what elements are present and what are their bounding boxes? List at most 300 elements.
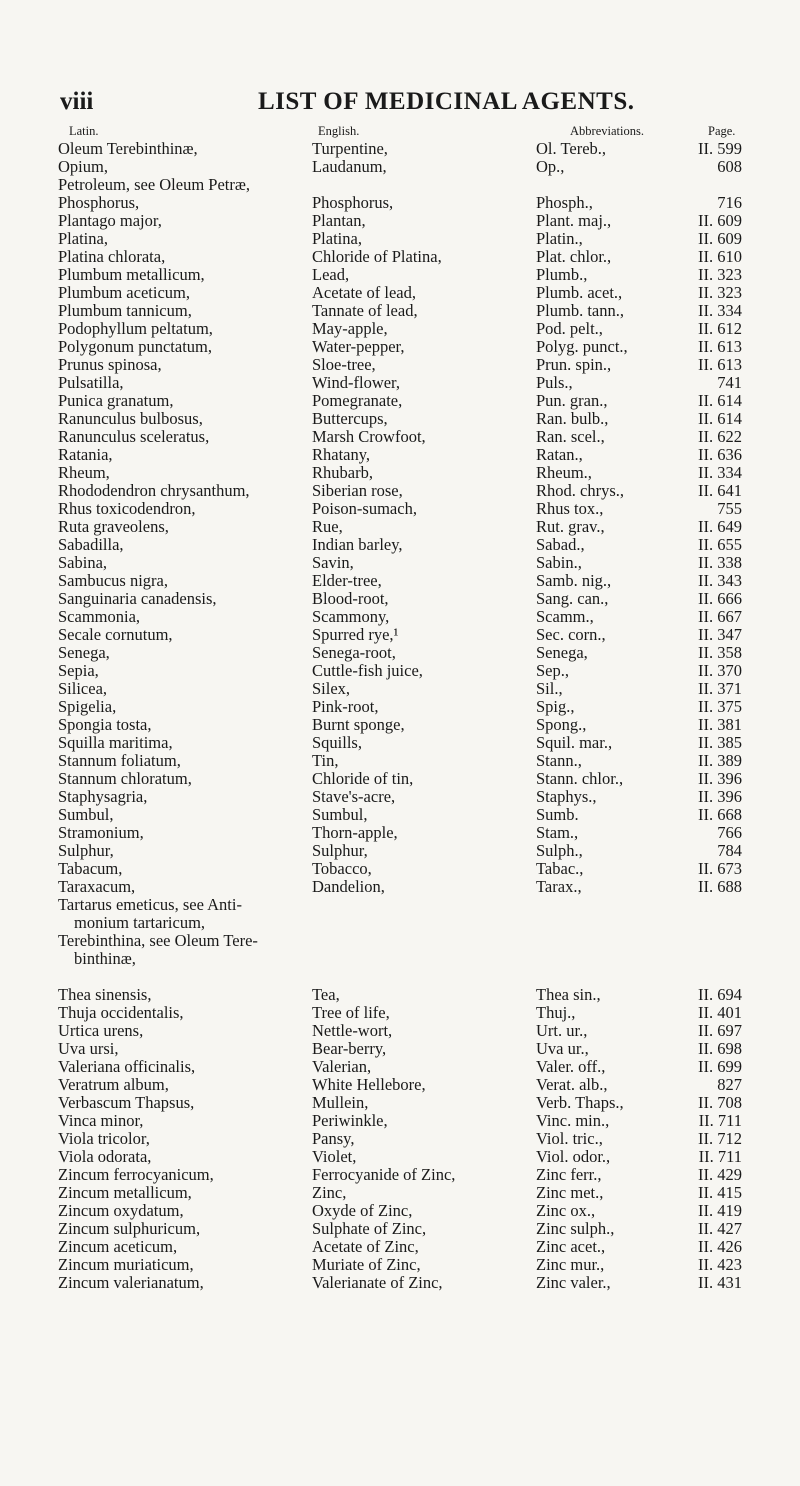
table-row bbox=[0, 644, 800, 662]
table-row bbox=[0, 572, 800, 590]
latin-name: Secale cornutum, bbox=[58, 625, 173, 644]
table-row bbox=[0, 896, 800, 914]
abbreviation: Puls., bbox=[536, 373, 573, 392]
table-row bbox=[0, 428, 800, 446]
latin-name: Plumbum tannicum, bbox=[58, 301, 192, 320]
abbreviation: Stam., bbox=[536, 823, 579, 842]
page-reference: II. 711 bbox=[698, 1111, 742, 1130]
table-row bbox=[0, 662, 800, 680]
latin-name: Stramonium, bbox=[58, 823, 144, 842]
english-name: Lead, bbox=[312, 265, 350, 284]
table-row bbox=[0, 950, 800, 968]
table-row bbox=[0, 374, 800, 392]
table-row bbox=[0, 392, 800, 410]
abbreviation: Plumb. acet., bbox=[536, 283, 623, 302]
english-name: Ferrocyanide of Zinc, bbox=[312, 1165, 456, 1184]
page-reference: II. 334 bbox=[698, 301, 742, 320]
english-name: Sulphate of Zinc, bbox=[312, 1219, 427, 1238]
english-name: Sulphur, bbox=[312, 841, 368, 860]
page-reference: II. 712 bbox=[698, 1129, 742, 1148]
table-row bbox=[0, 806, 800, 824]
table-row bbox=[0, 788, 800, 806]
page-reference: 741 bbox=[717, 373, 742, 392]
abbreviation: Op., bbox=[536, 157, 565, 176]
page-reference: II. 358 bbox=[698, 643, 742, 662]
table-row bbox=[0, 176, 800, 194]
english-name: Acetate of Zinc, bbox=[312, 1237, 419, 1256]
latin-name: Zincum aceticum, bbox=[58, 1237, 178, 1256]
english-name: Periwinkle, bbox=[312, 1111, 388, 1130]
abbreviation: Samb. nig., bbox=[536, 571, 612, 590]
latin-name: Thea sinensis, bbox=[58, 985, 152, 1004]
table-row bbox=[0, 140, 800, 158]
abbreviation: Urt. ur., bbox=[536, 1021, 588, 1040]
page-reference: II. 711 bbox=[698, 1147, 742, 1166]
latin-name: Polygonum punctatum, bbox=[58, 337, 212, 356]
table-row bbox=[0, 1094, 800, 1112]
abbreviation: Tarax., bbox=[536, 877, 582, 896]
page-reference: II. 338 bbox=[698, 553, 742, 572]
latin-name: Sabadilla, bbox=[58, 535, 124, 554]
latin-name: Plumbum metallicum, bbox=[58, 265, 205, 284]
english-name: Oxyde of Zinc, bbox=[312, 1201, 413, 1220]
latin-name: Opium, bbox=[58, 157, 108, 176]
abbreviation: Spong., bbox=[536, 715, 587, 734]
page-reference: II. 698 bbox=[698, 1039, 742, 1058]
abbreviation: Thea sin., bbox=[536, 985, 601, 1004]
latin-name: Rhus toxicodendron, bbox=[58, 499, 196, 518]
abbreviation: Sulph., bbox=[536, 841, 583, 860]
english-name: Turpentine, bbox=[312, 139, 388, 158]
abbreviation: Viol. tric., bbox=[536, 1129, 603, 1148]
abbreviation: Squil. mar., bbox=[536, 733, 613, 752]
table-row bbox=[0, 752, 800, 770]
latin-name: Zincum valerianatum, bbox=[58, 1273, 204, 1292]
page-reference: II. 370 bbox=[698, 661, 742, 680]
table-row bbox=[0, 1058, 800, 1076]
table-row bbox=[0, 194, 800, 212]
table-row bbox=[0, 878, 800, 896]
english-name: Laudanum, bbox=[312, 157, 387, 176]
page-reference: II. 371 bbox=[698, 679, 742, 698]
page-reference: II. 614 bbox=[698, 409, 742, 428]
page-reference: II. 613 bbox=[698, 355, 742, 374]
table-row bbox=[0, 266, 800, 284]
page-reference: II. 415 bbox=[698, 1183, 742, 1202]
table-row bbox=[0, 518, 800, 536]
column-header-english: English. bbox=[318, 124, 360, 138]
table-row bbox=[0, 284, 800, 302]
page-reference: II. 708 bbox=[698, 1093, 742, 1112]
abbreviation: Prun. spin., bbox=[536, 355, 612, 374]
english-name: Rue, bbox=[312, 517, 343, 536]
page-reference: II. 375 bbox=[698, 697, 742, 716]
abbreviation: Sang. can., bbox=[536, 589, 609, 608]
latin-name: Valeriana officinalis, bbox=[58, 1057, 196, 1076]
abbreviation: Tabac., bbox=[536, 859, 584, 878]
abbreviation: Stann., bbox=[536, 751, 582, 770]
abbreviation: Polyg. punct., bbox=[536, 337, 628, 356]
page-reference: 784 bbox=[717, 841, 742, 860]
abbreviation: Ol. Tereb., bbox=[536, 139, 607, 158]
page-reference: II. 673 bbox=[698, 859, 742, 878]
column-header-latin: Latin. bbox=[69, 124, 99, 138]
table-row bbox=[0, 860, 800, 878]
latin-name: Spigelia, bbox=[58, 697, 117, 716]
page-reference: 766 bbox=[717, 823, 742, 842]
abbreviation: Stann. chlor., bbox=[536, 769, 624, 788]
english-name: Spurred rye,¹ bbox=[312, 625, 399, 644]
page-reference: II. 699 bbox=[698, 1057, 742, 1076]
agent-list bbox=[0, 140, 800, 1292]
page-reference: II. 343 bbox=[698, 571, 742, 590]
latin-name: Staphysagria, bbox=[58, 787, 148, 806]
latin-name: Plantago major, bbox=[58, 211, 162, 230]
table-row bbox=[0, 1220, 800, 1238]
latin-name: Zincum oxydatum, bbox=[58, 1201, 184, 1220]
latin-name: binthinæ, bbox=[74, 949, 136, 968]
english-name: Scammony, bbox=[312, 607, 390, 626]
latin-name: Petroleum, see Oleum Petræ, bbox=[58, 175, 251, 194]
page-reference: II. 688 bbox=[698, 877, 742, 896]
latin-name: Tabacum, bbox=[58, 859, 123, 878]
page-reference: II. 610 bbox=[698, 247, 742, 266]
abbreviation: Zinc sulph., bbox=[536, 1219, 615, 1238]
page-reference: II. 622 bbox=[698, 427, 742, 446]
english-name: Savin, bbox=[312, 553, 354, 572]
latin-name: Sambucus nigra, bbox=[58, 571, 168, 590]
english-name: Chloride of tin, bbox=[312, 769, 414, 788]
latin-name: Tartarus emeticus, see Anti- bbox=[58, 895, 242, 914]
abbreviation: Staphys., bbox=[536, 787, 597, 806]
latin-name: Rhododendron chrysanthum, bbox=[58, 481, 250, 500]
abbreviation: Viol. odor., bbox=[536, 1147, 611, 1166]
latin-name: Zincum sulphuricum, bbox=[58, 1219, 201, 1238]
table-row bbox=[0, 338, 800, 356]
latin-name: Platina, bbox=[58, 229, 108, 248]
latin-name: Punica granatum, bbox=[58, 391, 174, 410]
english-name: Violet, bbox=[312, 1147, 357, 1166]
page-reference: II. 609 bbox=[698, 229, 742, 248]
latin-name: Sulphur, bbox=[58, 841, 114, 860]
abbreviation: Thuj., bbox=[536, 1003, 576, 1022]
table-row bbox=[0, 554, 800, 572]
latin-name: Veratrum album, bbox=[58, 1075, 169, 1094]
page-reference: II. 381 bbox=[698, 715, 742, 734]
latin-name: Sabina, bbox=[58, 553, 108, 572]
abbreviation: Rhus tox., bbox=[536, 499, 604, 518]
abbreviation: Ran. scel., bbox=[536, 427, 605, 446]
page-reference: II. 347 bbox=[698, 625, 742, 644]
abbreviation: Zinc mur., bbox=[536, 1255, 605, 1274]
table-row bbox=[0, 248, 800, 266]
latin-name: Stannum foliatum, bbox=[58, 751, 181, 770]
latin-name: Urtica urens, bbox=[58, 1021, 144, 1040]
abbreviation: Plumb., bbox=[536, 265, 588, 284]
table-row bbox=[0, 1202, 800, 1220]
table-row bbox=[0, 608, 800, 626]
abbreviation: Valer. off., bbox=[536, 1057, 606, 1076]
page-reference: II. 423 bbox=[698, 1255, 742, 1274]
english-name: Indian barley, bbox=[312, 535, 403, 554]
latin-name: Platina chlorata, bbox=[58, 247, 166, 266]
english-name: Thorn-apple, bbox=[312, 823, 398, 842]
english-name: Water-pepper, bbox=[312, 337, 405, 356]
abbreviation: Ran. bulb., bbox=[536, 409, 609, 428]
page-number: viii bbox=[60, 88, 94, 115]
latin-name: Zincum ferrocyanicum, bbox=[58, 1165, 214, 1184]
english-name: Tin, bbox=[312, 751, 339, 770]
page-reference: II. 694 bbox=[698, 985, 742, 1004]
table-row bbox=[0, 410, 800, 428]
latin-name: Verbascum Thapsus, bbox=[58, 1093, 195, 1112]
page-reference: II. 641 bbox=[698, 481, 742, 500]
english-name: Tannate of lead, bbox=[312, 301, 418, 320]
latin-name: Viola odorata, bbox=[58, 1147, 152, 1166]
latin-name: Podophyllum peltatum, bbox=[58, 319, 213, 338]
page-reference: II. 599 bbox=[698, 139, 742, 158]
page-reference: II. 396 bbox=[698, 787, 742, 806]
latin-name: Sanguinaria canadensis, bbox=[58, 589, 217, 608]
table-row bbox=[0, 824, 800, 842]
page-reference: II. 667 bbox=[698, 607, 742, 626]
table-row bbox=[0, 1112, 800, 1130]
table-row bbox=[0, 1040, 800, 1058]
page-reference: 827 bbox=[717, 1075, 742, 1094]
abbreviation: Spig., bbox=[536, 697, 575, 716]
page-reference: II. 419 bbox=[698, 1201, 742, 1220]
english-name: Chloride of Platina, bbox=[312, 247, 442, 266]
table-row bbox=[0, 356, 800, 374]
abbreviation: Sep., bbox=[536, 661, 569, 680]
abbreviation: Pod. pelt., bbox=[536, 319, 603, 338]
english-name: Senega-root, bbox=[312, 643, 396, 662]
table-row bbox=[0, 986, 800, 1004]
table-row bbox=[0, 302, 800, 320]
english-name: Squills, bbox=[312, 733, 362, 752]
table-row bbox=[0, 1076, 800, 1094]
english-name: Tea, bbox=[312, 985, 340, 1004]
table-row bbox=[0, 626, 800, 644]
latin-name: Senega, bbox=[58, 643, 110, 662]
english-name: Rhatany, bbox=[312, 445, 371, 464]
page-reference: 755 bbox=[717, 499, 742, 518]
page-reference: II. 401 bbox=[698, 1003, 742, 1022]
latin-name: Zincum metallicum, bbox=[58, 1183, 192, 1202]
page-reference: II. 323 bbox=[698, 283, 742, 302]
abbreviation: Sabad., bbox=[536, 535, 585, 554]
english-name: Pansy, bbox=[312, 1129, 355, 1148]
latin-name: Taraxacum, bbox=[58, 877, 136, 896]
page-reference: II. 609 bbox=[698, 211, 742, 230]
latin-name: Scammonia, bbox=[58, 607, 141, 626]
abbreviation: Sabin., bbox=[536, 553, 582, 572]
english-name: Stave's-acre, bbox=[312, 787, 396, 806]
latin-name: monium tartaricum, bbox=[74, 913, 206, 932]
page-reference: II. 427 bbox=[698, 1219, 742, 1238]
abbreviation: Zinc ox., bbox=[536, 1201, 596, 1220]
abbreviation: Sil., bbox=[536, 679, 563, 698]
column-header-abbreviations: Abbreviations. bbox=[570, 124, 644, 138]
english-name: Elder-tree, bbox=[312, 571, 382, 590]
table-row bbox=[0, 464, 800, 482]
english-name: White Hellebore, bbox=[312, 1075, 426, 1094]
table-row bbox=[0, 734, 800, 752]
table-row bbox=[0, 1274, 800, 1292]
page-reference: II. 655 bbox=[698, 535, 742, 554]
latin-name: Terebinthina, see Oleum Tere- bbox=[58, 931, 258, 950]
abbreviation: Sumb. bbox=[536, 805, 579, 824]
english-name: Plantan, bbox=[312, 211, 366, 230]
page-reference: II. 612 bbox=[698, 319, 742, 338]
abbreviation: Platin., bbox=[536, 229, 583, 248]
table-row bbox=[0, 1004, 800, 1022]
page-reference: II. 396 bbox=[698, 769, 742, 788]
table-row bbox=[0, 590, 800, 608]
table-row bbox=[0, 1022, 800, 1040]
table-row bbox=[0, 536, 800, 554]
page-title: LIST OF MEDICINAL AGENTS. bbox=[258, 88, 635, 115]
table-row bbox=[0, 1166, 800, 1184]
latin-name: Ranunculus sceleratus, bbox=[58, 427, 210, 446]
english-name: Dandelion, bbox=[312, 877, 385, 896]
abbreviation: Senega, bbox=[536, 643, 588, 662]
page-reference: II. 614 bbox=[698, 391, 742, 410]
english-name: Wind-flower, bbox=[312, 373, 401, 392]
latin-name: Stannum chloratum, bbox=[58, 769, 192, 788]
english-name: Nettle-wort, bbox=[312, 1021, 393, 1040]
english-name: Rhubarb, bbox=[312, 463, 373, 482]
latin-name: Oleum Terebinthinæ, bbox=[58, 139, 198, 158]
english-name: Sloe-tree, bbox=[312, 355, 376, 374]
table-row bbox=[0, 1256, 800, 1274]
latin-name: Phosphorus, bbox=[58, 193, 140, 212]
table-row bbox=[0, 914, 800, 932]
abbreviation: Phosph., bbox=[536, 193, 593, 212]
abbreviation: Zinc valer., bbox=[536, 1273, 611, 1292]
english-name: Marsh Crowfoot, bbox=[312, 427, 426, 446]
page-reference: 716 bbox=[717, 193, 742, 212]
latin-name: Ratania, bbox=[58, 445, 113, 464]
page-reference: II. 649 bbox=[698, 517, 742, 536]
latin-name: Uva ursi, bbox=[58, 1039, 119, 1058]
english-name: Platina, bbox=[312, 229, 362, 248]
page-reference: II. 697 bbox=[698, 1021, 742, 1040]
page-reference: II. 429 bbox=[698, 1165, 742, 1184]
english-name: Acetate of lead, bbox=[312, 283, 416, 302]
table-row bbox=[0, 1130, 800, 1148]
table-row bbox=[0, 212, 800, 230]
english-name: Zinc, bbox=[312, 1183, 347, 1202]
english-name: Blood-root, bbox=[312, 589, 389, 608]
latin-name: Plumbum aceticum, bbox=[58, 283, 190, 302]
latin-name: Rheum, bbox=[58, 463, 110, 482]
column-header-page: Page. bbox=[708, 124, 736, 138]
page-reference: 608 bbox=[717, 157, 742, 176]
abbreviation: Plumb. tann., bbox=[536, 301, 625, 320]
abbreviation: Plant. maj., bbox=[536, 211, 612, 230]
english-name: Silex, bbox=[312, 679, 351, 698]
abbreviation: Verb. Thaps., bbox=[536, 1093, 624, 1112]
page-reference: II. 668 bbox=[698, 805, 742, 824]
abbreviation: Rhod. chrys., bbox=[536, 481, 624, 500]
row-spacer bbox=[0, 968, 800, 986]
latin-name: Silicea, bbox=[58, 679, 108, 698]
page-reference: II. 385 bbox=[698, 733, 742, 752]
english-name: Bear-berry, bbox=[312, 1039, 387, 1058]
table-row bbox=[0, 230, 800, 248]
page-reference: II. 323 bbox=[698, 265, 742, 284]
latin-name: Squilla maritima, bbox=[58, 733, 173, 752]
table-row bbox=[0, 320, 800, 338]
table-row bbox=[0, 680, 800, 698]
abbreviation: Rut. grav., bbox=[536, 517, 605, 536]
english-name: May-apple, bbox=[312, 319, 388, 338]
table-row bbox=[0, 716, 800, 734]
abbreviation: Zinc acet., bbox=[536, 1237, 606, 1256]
english-name: Sumbul, bbox=[312, 805, 368, 824]
latin-name: Viola tricolor, bbox=[58, 1129, 150, 1148]
latin-name: Vinca minor, bbox=[58, 1111, 144, 1130]
english-name: Cuttle-fish juice, bbox=[312, 661, 423, 680]
page-reference: II. 431 bbox=[698, 1273, 742, 1292]
latin-name: Sumbul, bbox=[58, 805, 114, 824]
latin-name: Sepia, bbox=[58, 661, 99, 680]
table-row bbox=[0, 1148, 800, 1166]
english-name: Burnt sponge, bbox=[312, 715, 405, 734]
abbreviation: Plat. chlor., bbox=[536, 247, 612, 266]
table-row bbox=[0, 446, 800, 464]
english-name: Siberian rose, bbox=[312, 481, 403, 500]
latin-name: Ruta graveolens, bbox=[58, 517, 169, 536]
abbreviation: Pun. gran., bbox=[536, 391, 608, 410]
table-row bbox=[0, 842, 800, 860]
table-row bbox=[0, 158, 800, 176]
abbreviation: Sec. corn., bbox=[536, 625, 606, 644]
latin-name: Zincum muriaticum, bbox=[58, 1255, 194, 1274]
abbreviation: Uva ur., bbox=[536, 1039, 589, 1058]
latin-name: Thuja occidentalis, bbox=[58, 1003, 184, 1022]
table-row bbox=[0, 770, 800, 788]
page-reference: II. 426 bbox=[698, 1237, 742, 1256]
english-name: Muriate of Zinc, bbox=[312, 1255, 421, 1274]
english-name: Tobacco, bbox=[312, 859, 372, 878]
page-reference: II. 636 bbox=[698, 445, 742, 464]
table-row bbox=[0, 932, 800, 950]
abbreviation: Scamm., bbox=[536, 607, 594, 626]
english-name: Valerianate of Zinc, bbox=[312, 1273, 443, 1292]
page-reference: II. 334 bbox=[698, 463, 742, 482]
english-name: Phosphorus, bbox=[312, 193, 394, 212]
abbreviation: Ratan., bbox=[536, 445, 583, 464]
table-row bbox=[0, 1238, 800, 1256]
latin-name: Prunus spinosa, bbox=[58, 355, 162, 374]
abbreviation: Verat. alb., bbox=[536, 1075, 608, 1094]
english-name: Pomegranate, bbox=[312, 391, 403, 410]
abbreviation: Vinc. min., bbox=[536, 1111, 610, 1130]
table-row bbox=[0, 1184, 800, 1202]
english-name: Pink-root, bbox=[312, 697, 379, 716]
english-name: Poison-sumach, bbox=[312, 499, 417, 518]
english-name: Buttercups, bbox=[312, 409, 388, 428]
page-reference: II. 666 bbox=[698, 589, 742, 608]
english-name: Valerian, bbox=[312, 1057, 372, 1076]
latin-name: Ranunculus bulbosus, bbox=[58, 409, 203, 428]
english-name: Mullein, bbox=[312, 1093, 369, 1112]
abbreviation: Zinc met., bbox=[536, 1183, 604, 1202]
english-name: Tree of life, bbox=[312, 1003, 390, 1022]
page-reference: II. 613 bbox=[698, 337, 742, 356]
